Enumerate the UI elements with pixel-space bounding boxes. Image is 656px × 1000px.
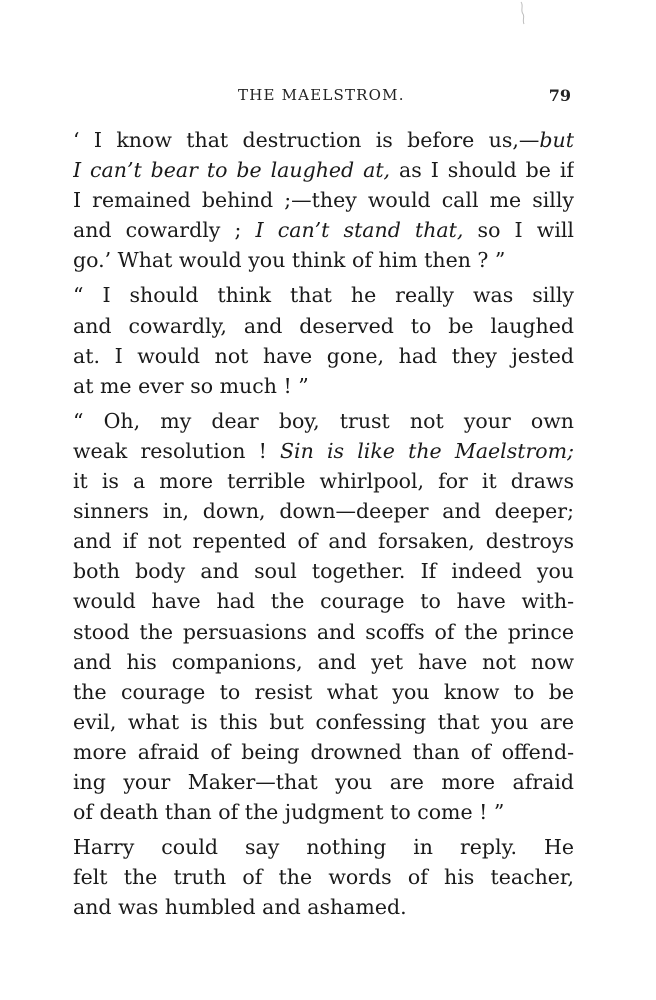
text-line [73, 311, 574, 341]
text-run: it is a more terrible whirlpool, for it draws [73, 469, 574, 494]
text-line [73, 832, 574, 862]
paragraph [73, 125, 574, 275]
page-number: 79 [548, 86, 571, 105]
text-line [73, 797, 574, 827]
text-run: and was humbled and ashamed. [73, 895, 407, 920]
text-run: and his companions, and yet have not now [73, 649, 574, 674]
text-run: Harry could say nothing in reply. He [73, 835, 574, 860]
text-line [73, 647, 574, 677]
italic-text: I can’t bear to be laughed at, [73, 158, 391, 183]
text-run: the courage to resist what you know to be [73, 679, 574, 704]
body-text [73, 125, 574, 922]
text-line [73, 496, 574, 526]
text-line [73, 406, 574, 436]
text-run: ‘ I know that destruction is before us,— [73, 128, 540, 152]
text-run: so I will [463, 218, 574, 243]
text-line [73, 215, 574, 245]
italic-text: I can’t stand that, [255, 218, 464, 243]
text-run: at me ever so much ! ” [73, 373, 309, 398]
text-line [73, 556, 574, 586]
text-run: stood the persuasions and scoffs of the prince [73, 619, 574, 644]
text-run: ing your Maker—that you are more afraid [73, 769, 574, 794]
text-run: sinners in, down, down—deeper and deeper; [73, 499, 574, 524]
text-line [73, 185, 574, 215]
text-line [73, 245, 574, 275]
text-run: at. I would not have gone, had they jested [73, 343, 574, 368]
text-run: evil, what is this but confessing that you are [73, 709, 574, 734]
text-line [73, 526, 574, 556]
text-line [73, 341, 574, 371]
italic-text: but [539, 128, 574, 152]
text-run: both body and soul together. If indeed you [73, 559, 574, 584]
text-line [73, 617, 574, 647]
text-line [73, 677, 574, 707]
text-line [73, 707, 574, 737]
text-run: felt the truth of the words of his teacher, [73, 865, 574, 890]
text-line [73, 586, 574, 616]
text-line [73, 371, 574, 401]
text-line [73, 155, 574, 185]
text-run: of death than of the judgment to come ! ” [73, 800, 505, 825]
text-line [73, 436, 574, 466]
text-run: and if not repented of and forsaken, destroys [73, 529, 574, 554]
paragraph [73, 280, 574, 400]
text-run: more afraid of being drowned than of offend- [73, 739, 574, 764]
paragraph [73, 832, 574, 922]
text-run: I remained behind ;—they would call me silly [73, 188, 574, 213]
text-run: “ Oh, my dear boy, trust not your own [73, 408, 574, 433]
text-run: weak resolution ! [73, 438, 280, 463]
text-line [73, 767, 574, 797]
text-line [73, 737, 574, 767]
text-run: “ I should think that he really was silly [73, 283, 574, 308]
paragraph [73, 406, 574, 827]
text-run: go.’ What would you think of him then ? ” [73, 248, 506, 273]
text-line [73, 280, 574, 310]
scan-edge-mark [519, 0, 527, 28]
page-header [73, 86, 573, 110]
text-line [73, 892, 574, 922]
text-run: and cowardly ; [73, 218, 256, 243]
running-head: THE MAELSTROM. [238, 86, 405, 104]
text-run: would have had the courage to have with- [73, 589, 574, 614]
italic-text: Sin is like the Maelstrom; [280, 438, 574, 463]
text-line [73, 466, 574, 496]
text-line [73, 125, 574, 155]
text-run: and cowardly, and deserved to be laughed [73, 313, 574, 338]
text-run: as I should be if [390, 158, 574, 183]
text-line [73, 862, 574, 892]
